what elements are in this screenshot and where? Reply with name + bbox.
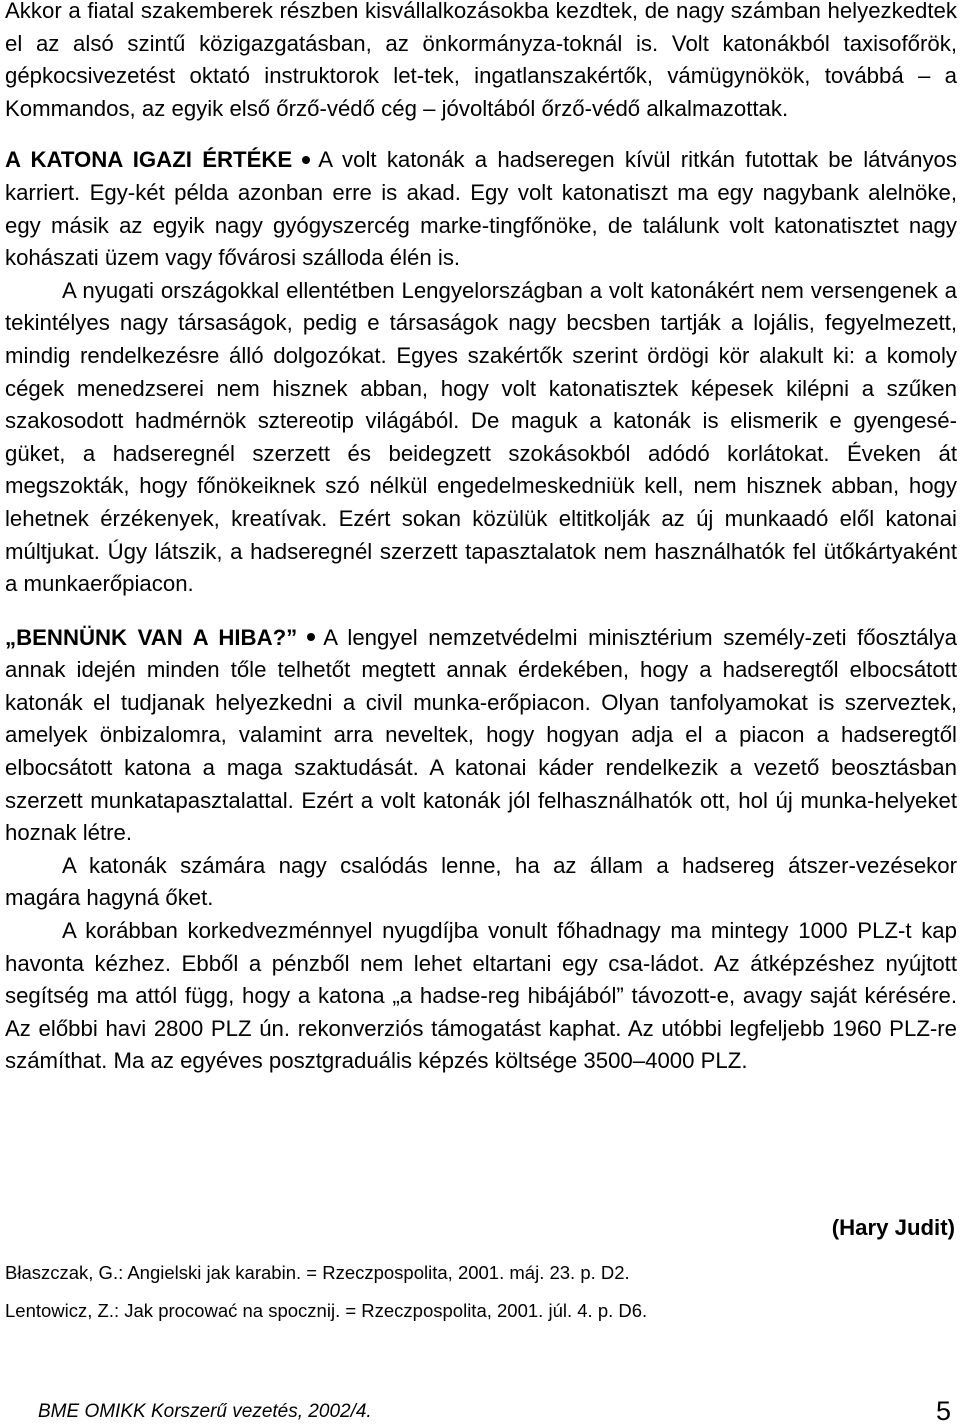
- page-number: 5: [935, 1396, 951, 1426]
- section-hiba: [5, 622, 957, 850]
- paragraph-nyugati: A nyugati országokkal ellentétben Lengyelországban a volt katonákért nem versengenek a tekintélyes nagy társaságok, pedig e társaságok nagy becsben tartják a lojális, fegyelmezett, mindig rendelkezésre álló dolgozókat. Egyes szakértők szerint ördögi kör alakult ki: a komoly cégek menedzserei nem hisznek abban, hogy volt katonatisztek képesek kilépni a szűken szakosodott hadmérnök sztereotip világából. De maguk a katonák is elismerik e gyengesé-güket, a hadseregnél szerzett és beidegzett szokásokból adódó korlátokat. Éveken át megszokták, hogy főnökeiknek szó nélkül engedelmeskedniük kell, nem hisznek abban, hogy lehetnek érzékenyek, kreatívak. Ezért sokan közülük eltitkolják az új munkaadó elől katonai múltjukat. Úgy látszik, a hadseregnél szerzett tapasztalatok nem használhatók fel ütőkártyaként a munkaerőpiacon.: [5, 277, 957, 597]
- page-footer: BME OMIKK Korszerű vezetés, 2002/4.: [38, 1401, 372, 1422]
- paragraph-intro: Akkor a fiatal szakemberek részben kisvállalkozásokba kezdtek, de nagy számban helyezkedtek el az alsó szintű közigazgatásban, az önkormányza-toknál is. Volt katonákból taxisofőrök, gépkocsivezetést oktató instruktorok let-tek, ingatlanszakértők, vámügynökök, továbbá – a Kommandos, az egyik első őrző-védő cég – jóvoltából őrző-védő alkalmazottak.: [5, 0, 957, 121]
- author-signature: (Hary Judit): [831, 1215, 955, 1240]
- body-column: [5, 0, 957, 1078]
- section-body: A volt katonák a hadseregen kívül ritkán futottak be látványos karriert. Egy-két példa azonban erre is akad. Egy volt katonatiszt ma egy nagybank alelnöke, egy másik az egyik nagy gyógyszercég marke-tingfőnöke, de találunk volt katonatisztet nagy kohászati üzem vagy fővárosi szálloda élén is.: [5, 147, 957, 271]
- section-katona-erteke: [5, 144, 957, 274]
- section-heading: A KATONA IGAZI ÉRTÉKE: [5, 147, 293, 173]
- reference-2: Lentowicz, Z.: Jak procować na spocznij. = Rzeczpospolita, 2001. júl. 4. p. D6.: [5, 1300, 648, 1321]
- section-heading: „BENNÜNK VAN A HIBA?”: [5, 624, 298, 650]
- section-body: A lengyel nemzetvédelmi minisztérium személy-zeti főosztálya annak idején minden tőle telhetőt megtett annak érdekében, hogy a hadseregtől elbocsátott katonák el tudjanak helyezkedni a civil munka-erőpiacon. Olyan tanfolyamokat is szerveztek, amelyek önbizalomra, valamint arra neveltek, hogy hogyan adja el a piacon a hadseregtől elbocsátott katona a maga szaktudását. A katonai káder rendelkezik a vezető beosztásban szerzett munkatapasztalattal. Ezért a volt katonák jól felhasználhatók ott, hol új munka-helyeket hoznak létre.: [5, 624, 957, 846]
- paragraph-csalodas: A katonák számára nagy csalódás lenne, ha az állam a hadsereg átszer-vezésekor magára hagyná őket.: [5, 852, 957, 911]
- bullet-icon: [302, 156, 310, 164]
- paragraph-nyugdij: A korábban korkedvezménnyel nyugdíjba vonult főhadnagy ma mintegy 1000 PLZ-t kap havonta kézhez. Ebből a pénzből nem lehet eltartani egy csa-ládot. Az átképzéshez nyújtott segítség ma attól függ, hogy a katona „a hadse-reg hibájából” távozott-e, avagy saját kérésére. Az előbbi havi 2800 PLZ ún. rekonverziós támogatást kaphat. Az utóbbi legfeljebb 1960 PLZ-re számíthat. Ma az egyéves posztgraduális képzés költsége 3500–4000 PLZ.: [5, 918, 957, 1074]
- reference-1: Błaszczak, G.: Angielski jak karabin. = Rzeczpospolita, 2001. máj. 23. p. D2.: [5, 1262, 630, 1283]
- bullet-icon: [307, 633, 315, 641]
